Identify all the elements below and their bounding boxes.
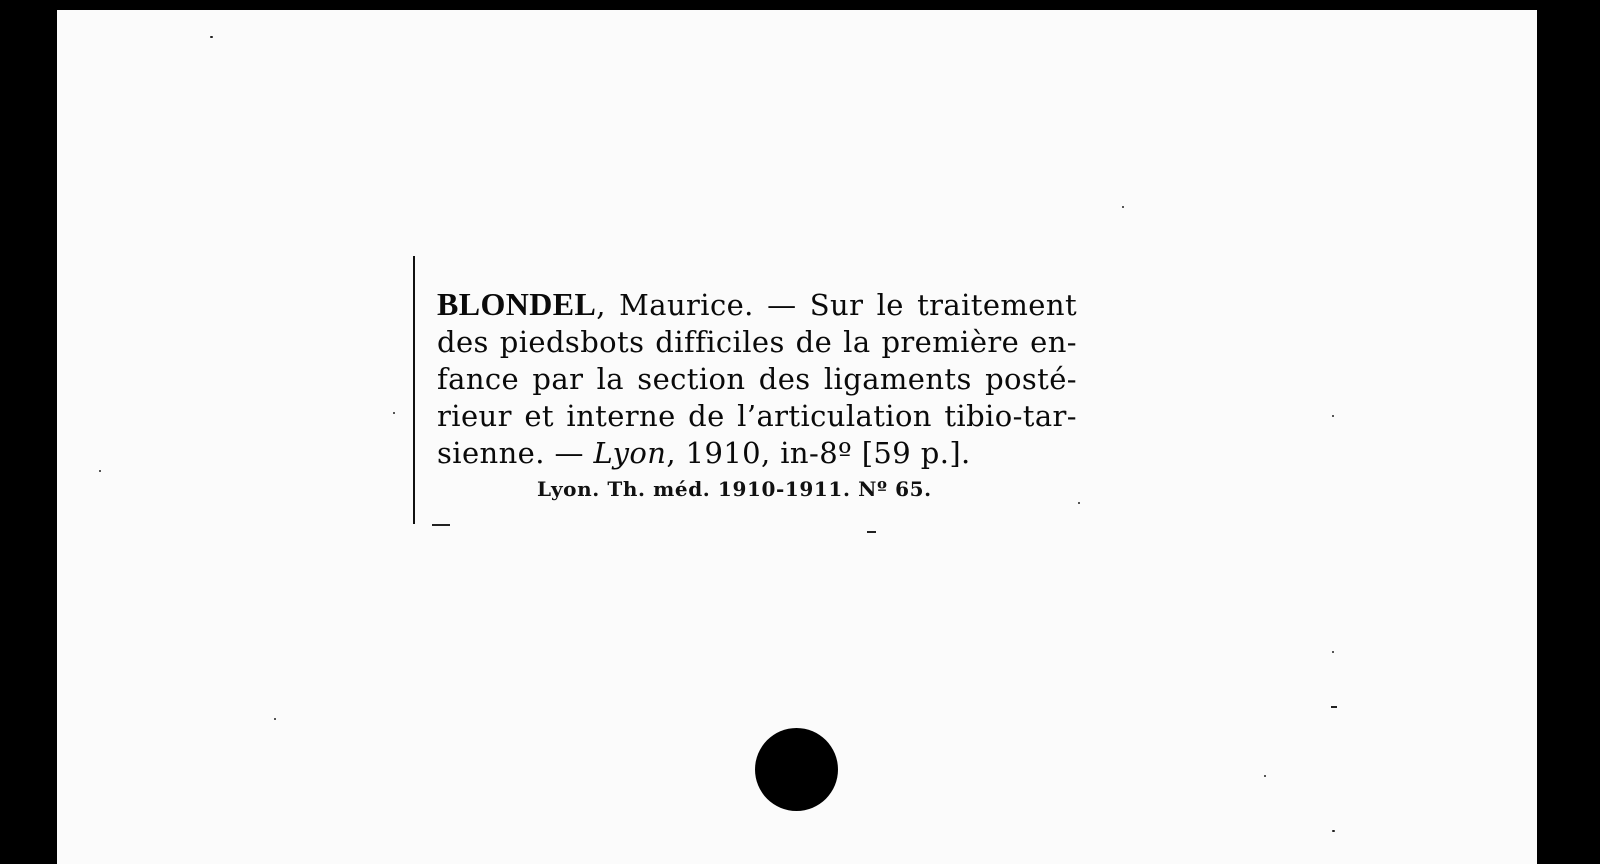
bibliographic-entry	[437, 286, 1077, 472]
speck	[1264, 775, 1266, 777]
speck	[1122, 206, 1124, 208]
entry-line-1-rest: , Maurice. — Sur le traitement	[596, 288, 1077, 322]
entry-line-4: rieur et interne de l’articulation tibio-tar-	[437, 399, 1077, 433]
entry-line-1	[437, 286, 1077, 324]
speck	[1332, 415, 1334, 417]
speck	[1332, 830, 1335, 832]
speck	[210, 36, 213, 38]
speck	[99, 470, 101, 472]
speck	[274, 718, 276, 720]
thesis-note: Lyon. Th. méd. 1910-1911. Nº 65.	[537, 477, 932, 501]
publication-place: Lyon	[593, 436, 667, 470]
entry-line-2: des piedsbots difficiles de la première en-	[437, 325, 1077, 359]
entry-line-5-end: , 1910, in-8º [59 p.].	[666, 436, 971, 470]
speck	[1332, 651, 1334, 653]
punch-hole	[755, 728, 838, 811]
dash-mark	[432, 524, 450, 526]
dash-mark	[867, 531, 876, 533]
top-border	[0, 0, 1600, 6]
speck	[1078, 502, 1080, 504]
margin-rule	[413, 256, 415, 524]
entry-line-5-start: sienne. —	[437, 436, 594, 470]
author-name: BLONDEL	[437, 286, 597, 322]
dash-mark	[1331, 706, 1337, 708]
entry-line-5	[437, 435, 1077, 472]
entry-line-3: fance par la section des ligaments posté-	[437, 362, 1077, 396]
speck	[393, 412, 395, 414]
